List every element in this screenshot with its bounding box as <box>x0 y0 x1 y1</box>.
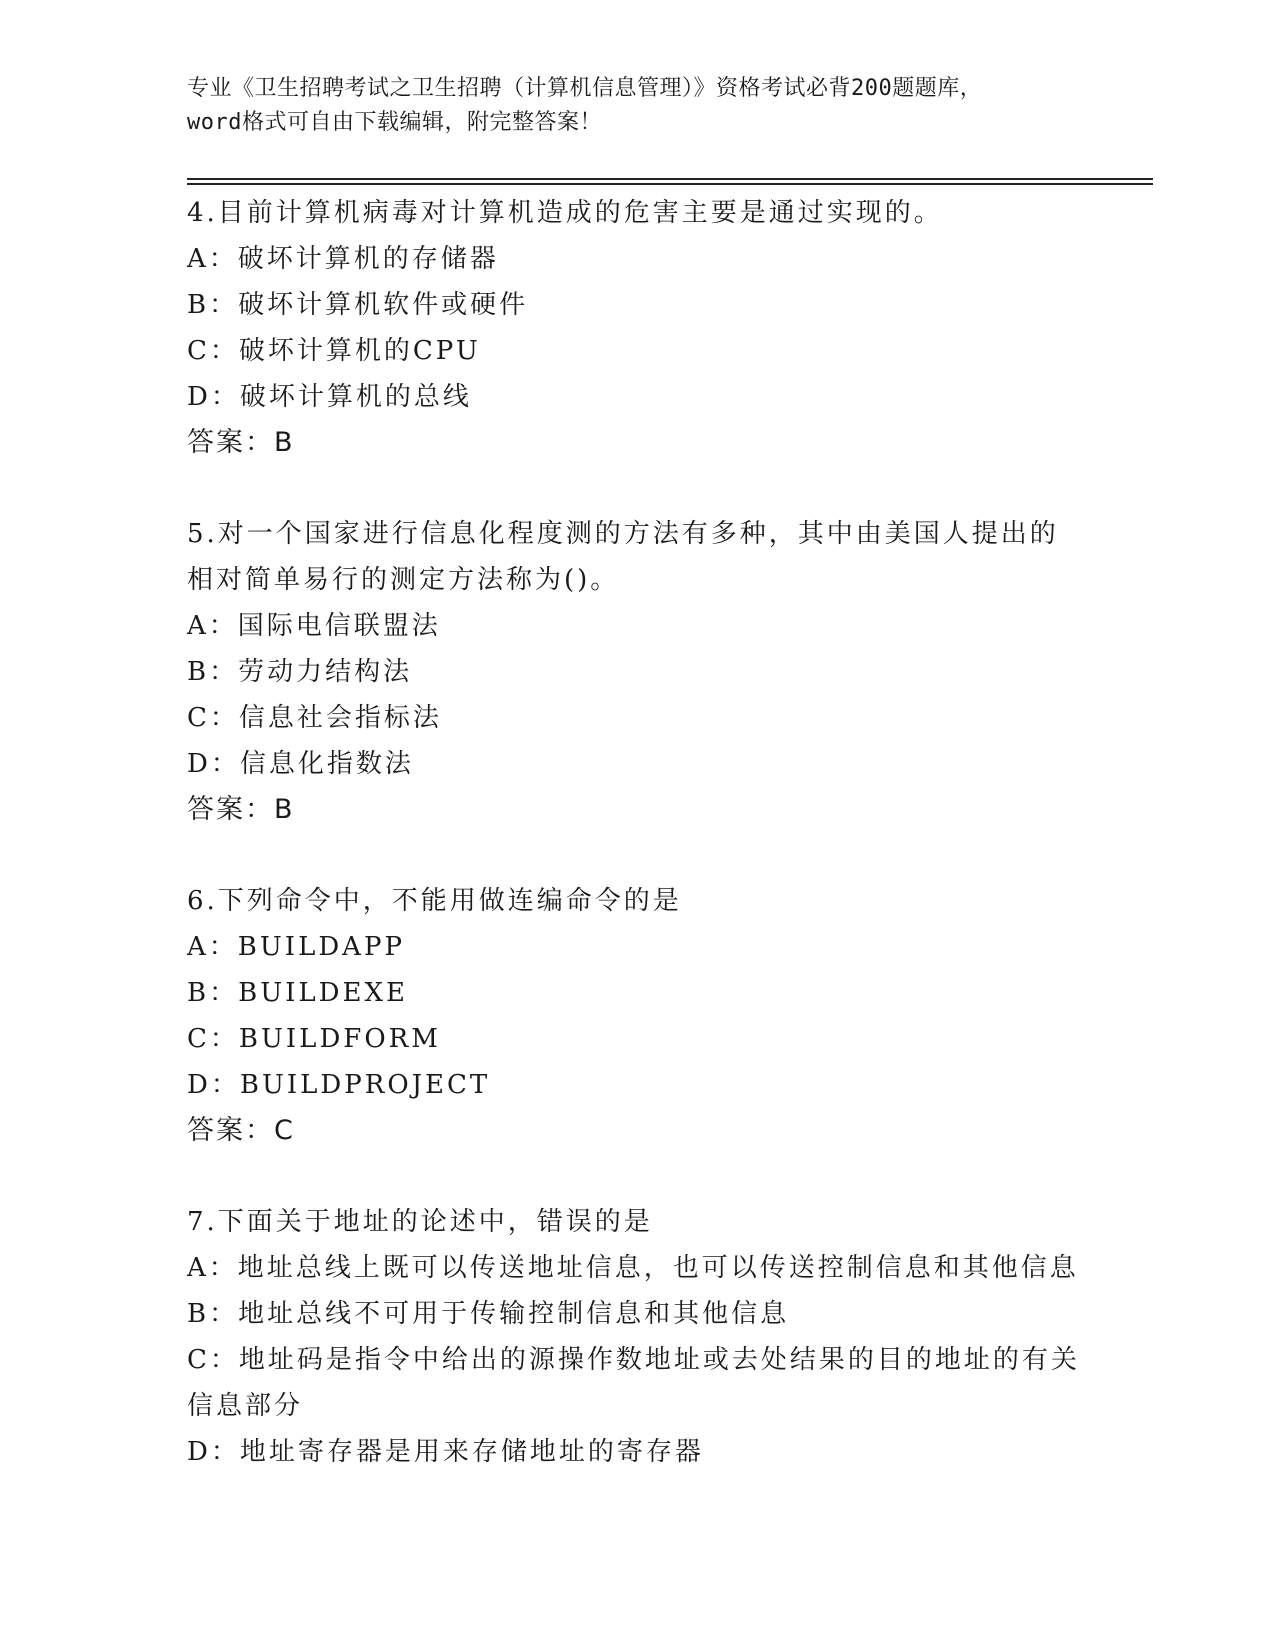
answer-option: 信息部分 <box>187 1391 304 1421</box>
answer-option: C：地址码是指令中给出的源操作数地址或去处结果的目的地址的有关 <box>187 1345 1080 1375</box>
question-stem: 4.目前计算机病毒对计算机造成的危害主要是通过实现的。 <box>187 198 943 228</box>
question-stem: 7.下面关于地址的论述中，错误的是 <box>187 1207 653 1237</box>
answer-option: B：破坏计算机软件或硬件 <box>187 290 529 320</box>
question-block <box>187 511 1087 833</box>
answer-option: C：信息社会指标法 <box>187 703 442 733</box>
answer-key: 答案：C <box>187 1115 295 1146</box>
answer-option: D：BUILDPROJECT <box>187 1070 491 1100</box>
question-block <box>187 1199 1087 1475</box>
question-block <box>187 190 1087 466</box>
question-spacer <box>187 1154 1087 1199</box>
answer-option: B：地址总线不可用于传输控制信息和其他信息 <box>187 1299 790 1329</box>
answer-option: A：BUILDAPP <box>187 932 405 962</box>
answer-option: D：信息化指数法 <box>187 749 414 779</box>
answer-option: C：破坏计算机的CPU <box>187 336 481 366</box>
answer-option: D：破坏计算机的总线 <box>187 382 472 412</box>
answer-option: A：国际电信联盟法 <box>187 611 441 641</box>
question-spacer <box>187 466 1087 511</box>
header-divider-bottom <box>187 183 1153 185</box>
answer-option: A：破坏计算机的存储器 <box>187 244 499 274</box>
answer-option: A：地址总线上既可以传送地址信息，也可以传送控制信息和其他信息 <box>187 1253 1079 1283</box>
answer-option: B：劳动力结构法 <box>187 657 413 687</box>
answer-key: 答案：B <box>187 794 295 825</box>
header-divider-top <box>187 178 1153 180</box>
question-block <box>187 878 1087 1154</box>
answer-option: B：BUILDEXE <box>187 978 408 1008</box>
question-stem: 相对简单易行的测定方法称为()。 <box>187 565 620 595</box>
answer-option: D：地址寄存器是用来存储地址的寄存器 <box>187 1437 704 1467</box>
question-list <box>187 190 1087 1475</box>
answer-key: 答案：B <box>187 427 295 458</box>
header-line-1: 专业《卫生招聘考试之卫生招聘（计算机信息管理）》资格考试必背200题题库， <box>187 76 983 101</box>
document-header <box>187 72 1087 140</box>
answer-option: C：BUILDFORM <box>187 1024 441 1054</box>
header-line-2: word格式可自由下载编辑，附完整答案！ <box>187 110 602 135</box>
question-stem: 6.下列命令中，不能用做连编命令的是 <box>187 886 682 916</box>
question-stem: 5.对一个国家进行信息化程度测的方法有多种，其中由美国人提出的 <box>187 519 1059 549</box>
question-spacer <box>187 833 1087 878</box>
